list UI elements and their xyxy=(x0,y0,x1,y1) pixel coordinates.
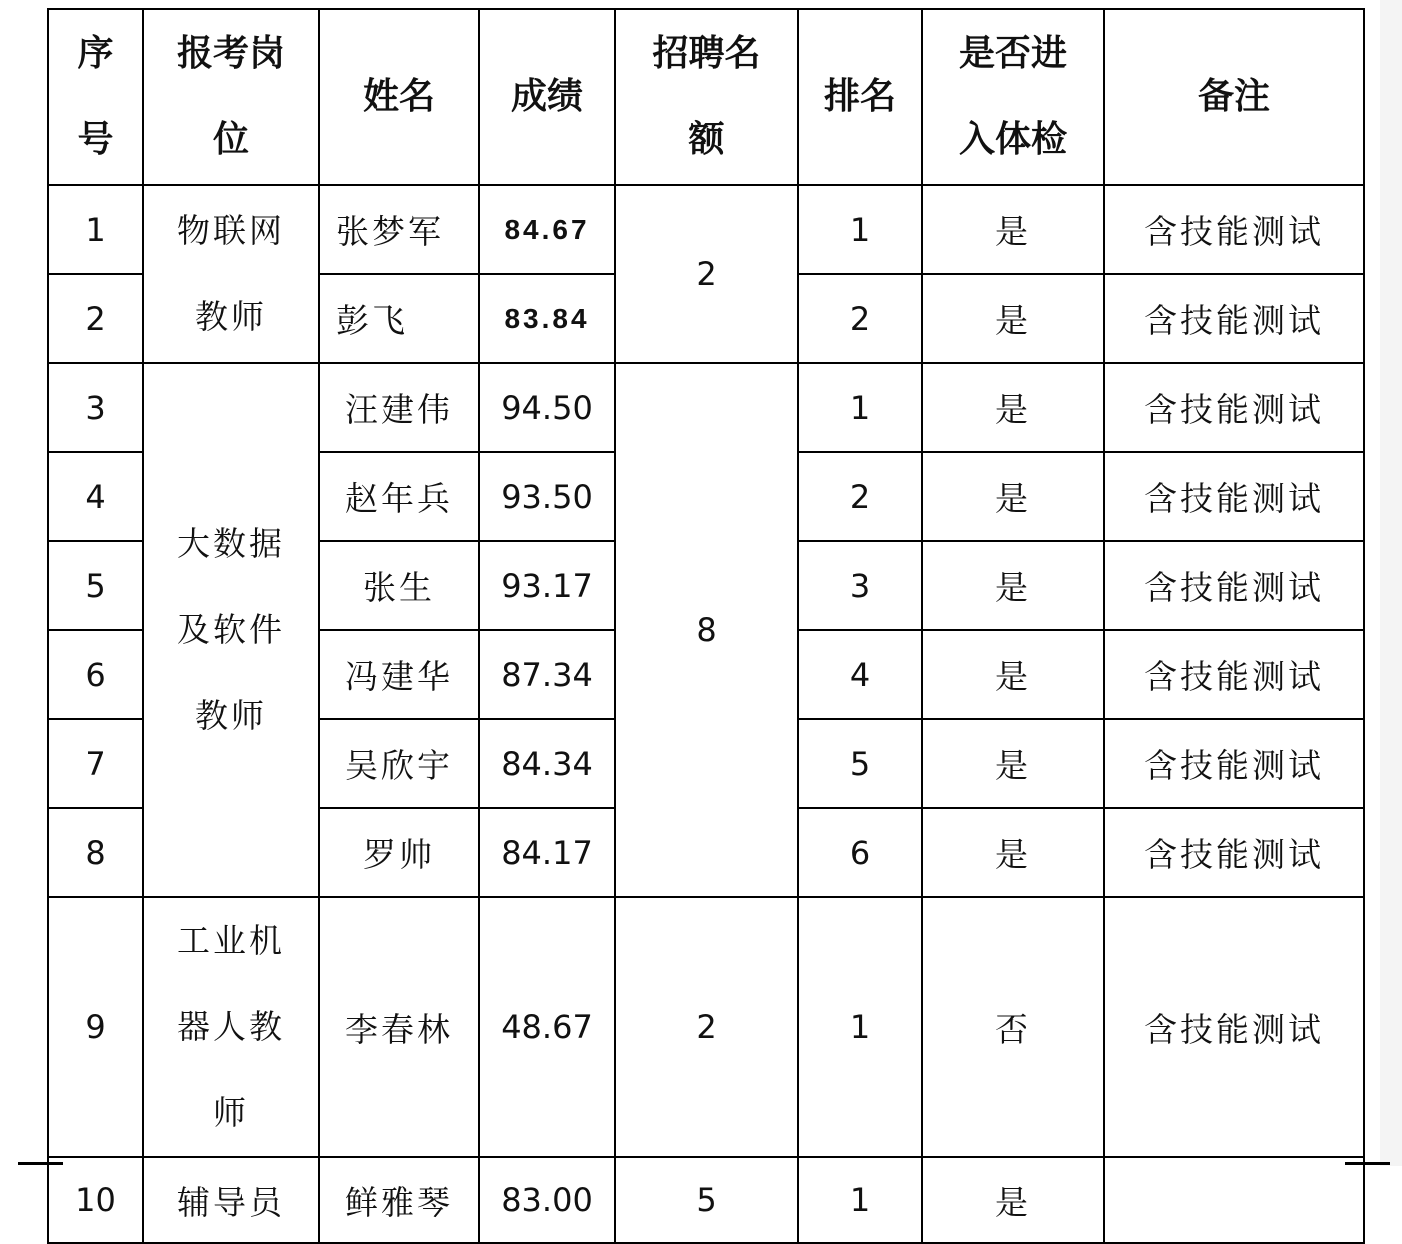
cell-seq: 8 xyxy=(48,808,143,897)
cell-name: 张生 xyxy=(319,541,479,630)
header-seq: 序号 xyxy=(48,9,143,185)
cell-score: 84.17 xyxy=(479,808,615,897)
cell-rank: 1 xyxy=(798,897,922,1157)
cell-physical: 是 xyxy=(922,719,1104,808)
cell-position: 辅导员 xyxy=(143,1157,319,1243)
cell-seq: 3 xyxy=(48,363,143,452)
cell-remark: 含技能测试 xyxy=(1104,363,1364,452)
cell-seq: 9 xyxy=(48,897,143,1157)
cell-position: 工业机器人教师 xyxy=(143,897,319,1157)
cell-physical: 是 xyxy=(922,1157,1104,1243)
page-edge-line-left xyxy=(18,1162,63,1165)
cell-physical: 是 xyxy=(922,630,1104,719)
header-remark: 备注 xyxy=(1104,9,1364,185)
table-row xyxy=(48,1157,1364,1243)
cell-remark: 含技能测试 xyxy=(1104,897,1364,1157)
cell-name: 冯建华 xyxy=(319,630,479,719)
header-name: 姓名 xyxy=(319,9,479,185)
cell-score: 83.00 xyxy=(479,1157,615,1243)
header-position: 报考岗位 xyxy=(143,9,319,185)
cell-name: 张梦军 xyxy=(319,185,479,274)
cell-remark: 含技能测试 xyxy=(1104,185,1364,274)
cell-rank: 3 xyxy=(798,541,922,630)
table-row xyxy=(48,185,1364,274)
cell-seq: 2 xyxy=(48,274,143,363)
cell-seq: 6 xyxy=(48,630,143,719)
cell-score: 93.17 xyxy=(479,541,615,630)
cell-rank: 5 xyxy=(798,719,922,808)
cell-quota: 2 xyxy=(615,185,798,363)
cell-score: 48.67 xyxy=(479,897,615,1157)
cell-score: 94.50 xyxy=(479,363,615,452)
cell-remark: 含技能测试 xyxy=(1104,719,1364,808)
cell-rank: 1 xyxy=(798,185,922,274)
cell-rank: 1 xyxy=(798,1157,922,1243)
cell-name: 鲜雅琴 xyxy=(319,1157,479,1243)
cell-physical: 是 xyxy=(922,185,1104,274)
cell-physical: 是 xyxy=(922,274,1104,363)
header-row xyxy=(48,9,1364,185)
cell-rank: 6 xyxy=(798,808,922,897)
cell-physical: 否 xyxy=(922,897,1104,1157)
header-rank: 排名 xyxy=(798,9,922,185)
header-quota: 招聘名额 xyxy=(615,9,798,185)
cell-seq: 5 xyxy=(48,541,143,630)
cell-remark xyxy=(1104,1157,1364,1243)
cell-physical: 是 xyxy=(922,541,1104,630)
cell-remark: 含技能测试 xyxy=(1104,452,1364,541)
cell-remark: 含技能测试 xyxy=(1104,630,1364,719)
cell-name: 彭飞 xyxy=(319,274,479,363)
cell-name: 汪建伟 xyxy=(319,363,479,452)
cell-remark: 含技能测试 xyxy=(1104,808,1364,897)
cell-remark: 含技能测试 xyxy=(1104,274,1364,363)
cell-seq: 4 xyxy=(48,452,143,541)
header-physical: 是否进入体检 xyxy=(922,9,1104,185)
page-edge-line-right xyxy=(1345,1162,1390,1165)
cell-name: 吴欣宇 xyxy=(319,719,479,808)
cell-quota: 8 xyxy=(615,363,798,897)
cell-quota: 5 xyxy=(615,1157,798,1243)
cell-score: 93.50 xyxy=(479,452,615,541)
table-row xyxy=(48,363,1364,452)
cell-position: 物联网教师 xyxy=(143,185,319,363)
cell-rank: 1 xyxy=(798,363,922,452)
header-score: 成绩 xyxy=(479,9,615,185)
cell-score: 84.67 xyxy=(479,185,615,274)
cell-score: 87.34 xyxy=(479,630,615,719)
cell-score: 83.84 xyxy=(479,274,615,363)
cell-rank: 4 xyxy=(798,630,922,719)
cell-quota: 2 xyxy=(615,897,798,1157)
cell-name: 赵年兵 xyxy=(319,452,479,541)
cell-remark: 含技能测试 xyxy=(1104,541,1364,630)
page-margin-strip xyxy=(1380,0,1402,1166)
cell-physical: 是 xyxy=(922,363,1104,452)
cell-seq: 1 xyxy=(48,185,143,274)
cell-physical: 是 xyxy=(922,808,1104,897)
cell-name: 罗帅 xyxy=(319,808,479,897)
cell-seq: 7 xyxy=(48,719,143,808)
results-table xyxy=(47,8,1365,1244)
cell-seq: 10 xyxy=(48,1157,143,1243)
cell-position: 大数据及软件教师 xyxy=(143,363,319,897)
cell-name: 李春林 xyxy=(319,897,479,1157)
cell-score: 84.34 xyxy=(479,719,615,808)
cell-physical: 是 xyxy=(922,452,1104,541)
table-row xyxy=(48,897,1364,1157)
cell-rank: 2 xyxy=(798,274,922,363)
cell-rank: 2 xyxy=(798,452,922,541)
